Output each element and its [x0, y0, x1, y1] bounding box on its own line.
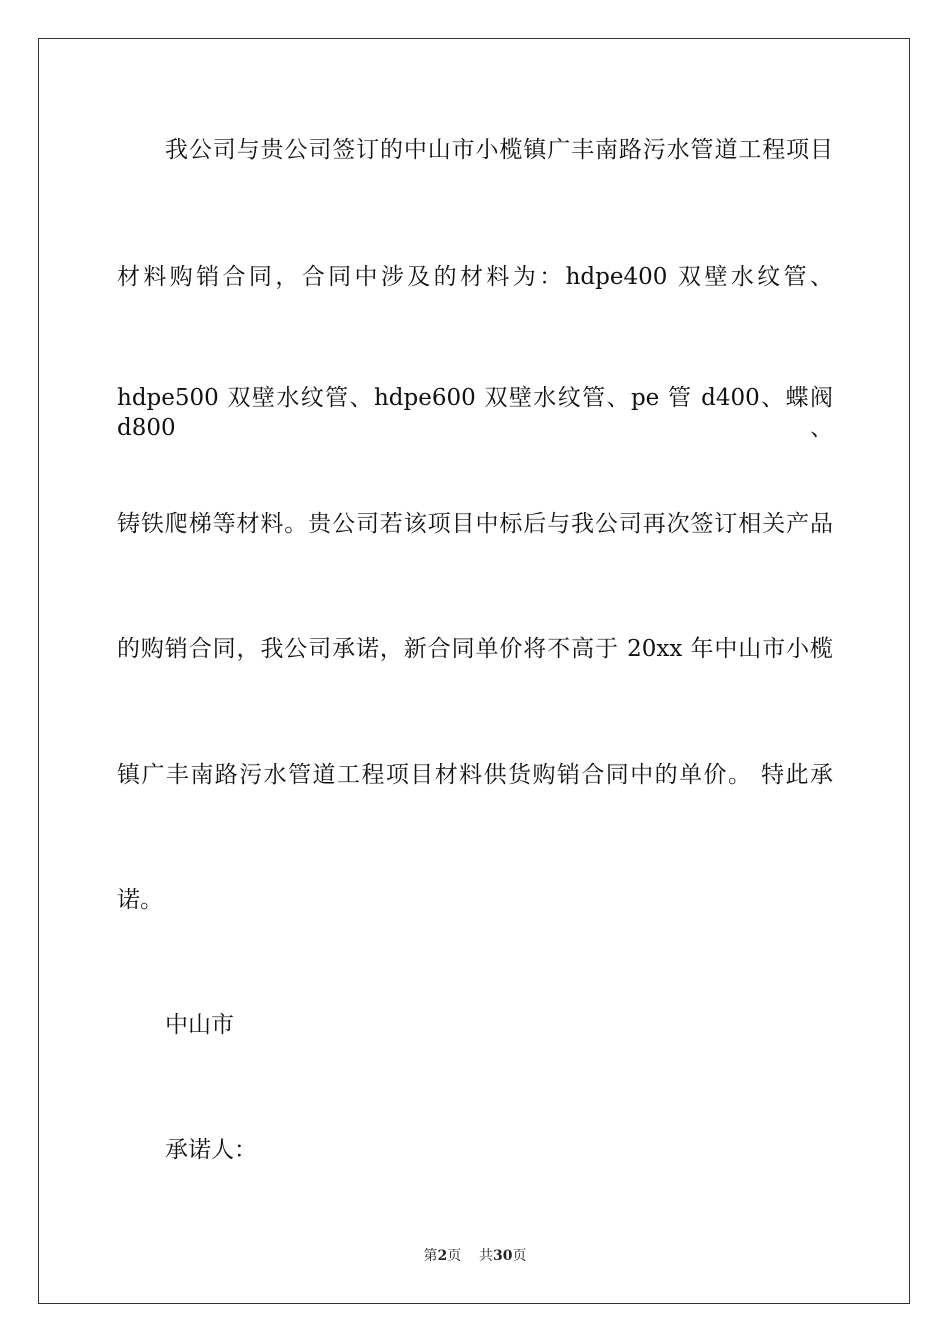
footer-page-suffix: 页 [447, 1248, 462, 1264]
promisor-line: 承诺人： [165, 1137, 257, 1163]
footer-total-suffix: 页 [512, 1248, 527, 1264]
body-line-5: 的购销合同，我公司承诺，新合同单价将不高于 20xx 年中山市小榄 [117, 636, 833, 662]
body-line-4: 铸铁爬梯等材料。贵公司若该项目中标后与我公司再次签订相关产品 [117, 511, 833, 537]
body-line-6: 镇广丰南路污水管道工程项目材料供货购销合同中的单价。 特此承 [117, 762, 833, 788]
page-footer [0, 1246, 950, 1266]
page-border [38, 38, 910, 1304]
body-line-1: 我公司与贵公司签订的中山市小榄镇广丰南路污水管道工程项目 [165, 137, 833, 163]
footer-total-prefix: 共 [479, 1248, 494, 1264]
footer-page-prefix: 第 [423, 1248, 438, 1264]
footer-page-number: 2 [437, 1248, 448, 1264]
body-line-2: 材料购销合同，合同中涉及的材料为：hdpe400 双壁水纹管、 [117, 264, 833, 290]
body-line-7: 诺。 [117, 887, 163, 913]
footer-total-number: 30 [493, 1248, 513, 1264]
body-line-3: hdpe500 双壁水纹管、hdpe600 双壁水纹管、pe 管 d400、蝶阀 d800、 [117, 385, 833, 441]
place-line: 中山市 [165, 1012, 234, 1038]
